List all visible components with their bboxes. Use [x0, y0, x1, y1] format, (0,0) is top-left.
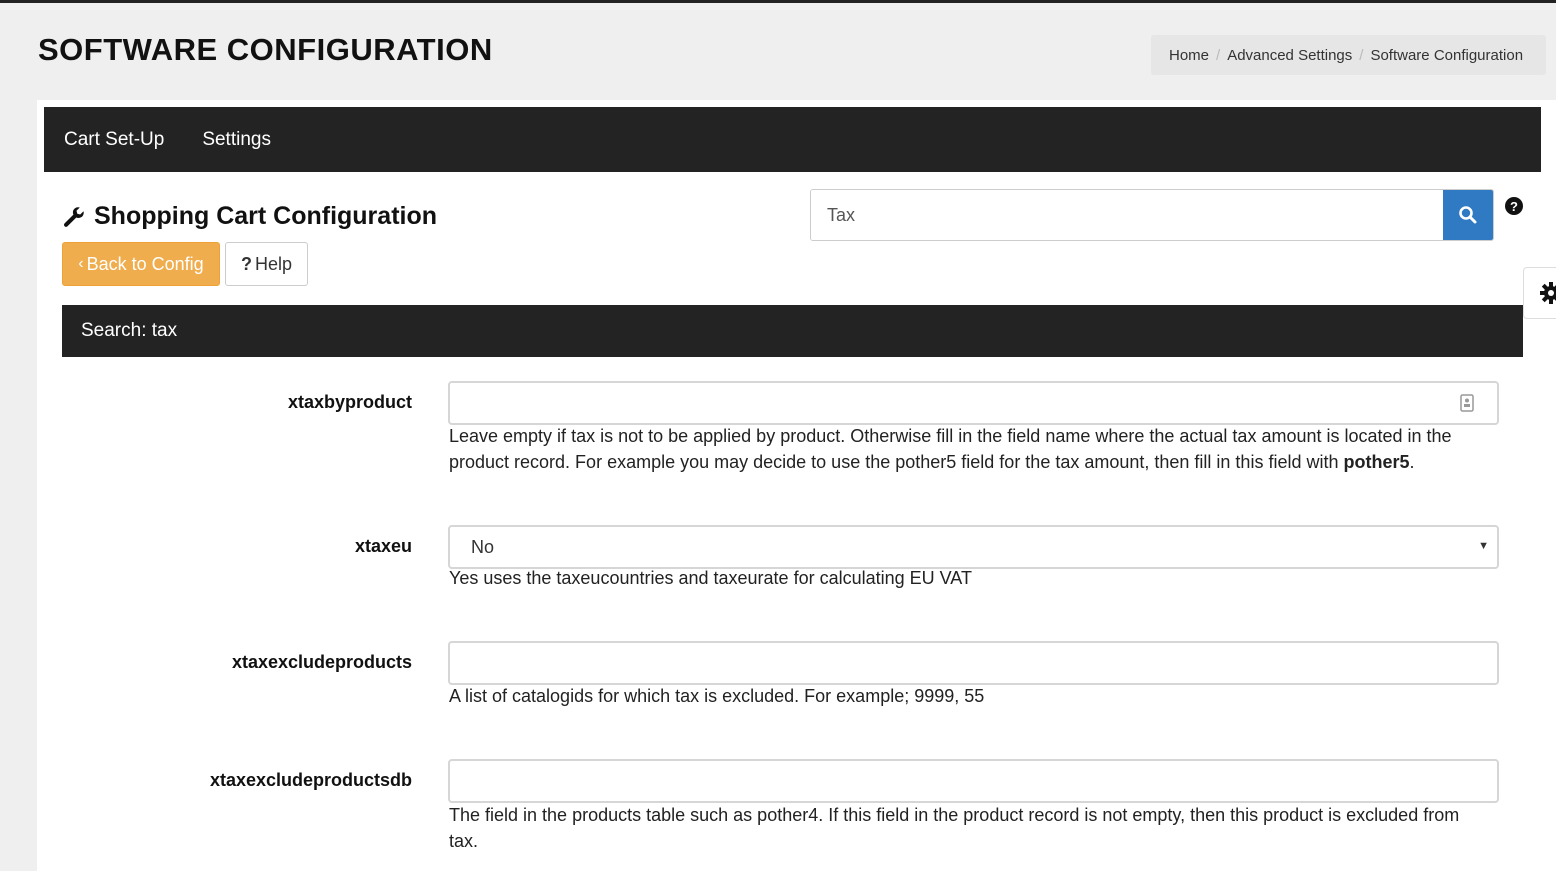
xtaxexcludeproductsdb-input[interactable]	[448, 759, 1499, 803]
card-heading-text: Shopping Cart Configuration	[94, 202, 438, 230]
contact-card-icon	[1460, 394, 1474, 412]
field-help-xtaxexcludeproducts: A list of catalogids for which tax is excluded. For example; 9999, 55	[449, 686, 985, 706]
help-button[interactable]	[225, 242, 308, 286]
top-rule	[0, 0, 1556, 3]
field-label-xtaxeu: xtaxeu	[354, 536, 412, 556]
card-heading	[62, 202, 437, 231]
search-icon	[1458, 205, 1478, 225]
xtaxeu-select[interactable]	[448, 525, 1499, 569]
settings-gear-tab[interactable]	[1523, 267, 1556, 319]
breadcrumb-separator: /	[1216, 46, 1221, 64]
main-panel	[37, 100, 1556, 871]
nav-item-settings[interactable]: Settings	[202, 128, 271, 150]
top-navbar	[44, 107, 1541, 172]
breadcrumb	[1151, 35, 1546, 75]
config-search	[810, 189, 1494, 241]
question-icon: ?	[240, 253, 252, 274]
field-help-xtaxexcludeproductsdb: The field in the products table such as pother4. If this field in the product record is not empty, then this product is excluded from tax.	[449, 805, 1460, 851]
chevron-down-icon: ▼	[1478, 540, 1489, 552]
search-results-bar	[62, 305, 1523, 357]
search-button[interactable]	[1443, 190, 1493, 240]
breadcrumb-separator: /	[1359, 46, 1364, 64]
wrench-icon	[62, 205, 86, 229]
breadcrumb-home[interactable]: Home	[1169, 46, 1210, 64]
search-results-label: Search: tax	[81, 320, 178, 341]
page-title: SOFTWARE CONFIGURATION	[38, 32, 493, 67]
field-label-xtaxbyproduct: xtaxbyproduct	[287, 392, 412, 412]
xtaxbyproduct-input[interactable]	[448, 381, 1499, 425]
help-question-icon[interactable]: ?	[1505, 197, 1523, 215]
field-label-xtaxexcludeproducts: xtaxexcludeproducts	[231, 652, 412, 672]
field-help-xtaxeu: Yes uses the taxeucountries and taxeurate for calculating EU VAT	[449, 568, 972, 588]
breadcrumb-advanced-settings[interactable]: Advanced Settings	[1227, 46, 1353, 64]
field-help-xtaxbyproduct: Leave empty if tax is not to be applied by product. Otherwise fill in the field name where the actual tax amount is located in the product record. For example you may decide to use the pother5 field for the tax amount, then fill in this field with pother5.	[449, 426, 1452, 472]
chevron-left-icon: ‹	[78, 255, 84, 272]
search-input[interactable]	[811, 190, 1443, 240]
xtaxeu-selected-value: No	[471, 536, 495, 557]
back-to-config-button[interactable]	[62, 242, 220, 286]
breadcrumb-current: Software Configuration	[1370, 46, 1524, 64]
back-button-label: Back to Config	[86, 253, 204, 274]
gear-icon	[1540, 282, 1556, 304]
nav-item-cart-setup[interactable]: Cart Set-Up	[64, 128, 165, 150]
help-button-label: Help	[254, 253, 293, 274]
xtaxexcludeproducts-input[interactable]	[448, 641, 1499, 685]
field-label-xtaxexcludeproductsdb: xtaxexcludeproductsdb	[209, 770, 412, 790]
